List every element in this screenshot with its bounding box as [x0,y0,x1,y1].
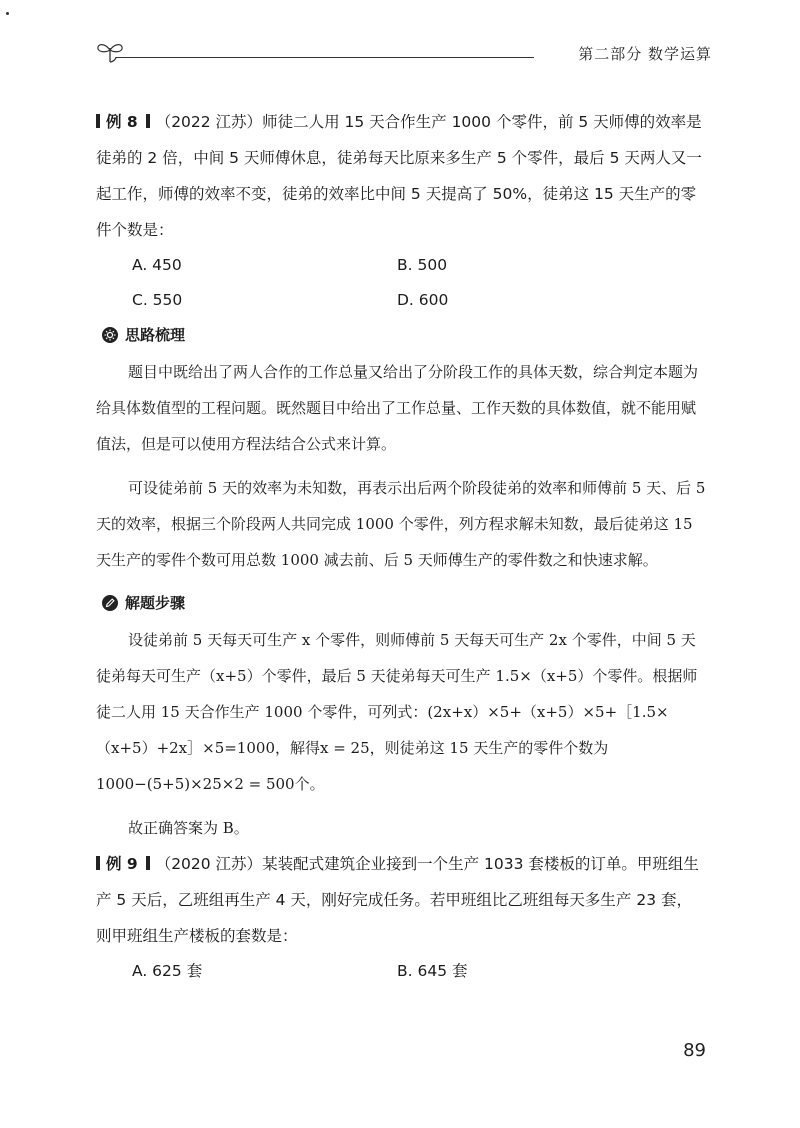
marker-bar [96,114,100,128]
option-c: C. 550 [132,291,183,309]
page-number: 89 [683,1040,706,1061]
example-9-question: 某装配式建筑企业接到一个生产 1033 套楼板的订单。甲班组生产 5 天后，乙班组再生产 4 天，刚好完成任务。若甲班组比乙班组每天多生产 23 套，则甲班组生产楼板的套数是： [96,855,699,945]
example-8-label: 例 8 [106,113,138,131]
option-b: B. 645 套 [397,962,468,980]
sun-icon [102,327,118,343]
analysis-title: 思路梳理 [125,326,186,344]
example-9 [96,846,706,954]
page-content [96,104,706,989]
analysis-heading [96,320,706,350]
example-8 [96,104,706,248]
example-9-options [96,954,692,989]
marker-bar [146,856,150,870]
option-a: A. 625 套 [132,962,203,980]
solution-answer: 故正确答案为 B。 [128,819,249,837]
example-8-options [96,248,692,318]
example-8-source: （2022 江苏） [155,113,263,131]
solution-title: 解题步骤 [125,594,186,612]
analysis-paragraph-1: 题目中既给出了两人合作的工作总量又给出了分阶段工作的具体天数，综合判定本题为给具体数值型的工程问题。既然题目中给出了工作总量、工作天数的具体数值，就不能用赋值法，但是可以使用方程法结合公式来计算。 [96,363,699,453]
pen-icon [102,595,118,611]
example-9-label: 例 9 [106,855,138,873]
option-a: A. 450 [132,256,182,274]
marker-bar [96,856,100,870]
solution-paragraph: 设徒弟前 5 天每天可生产 x 个零件，则师傅前 5 天每天可生产 2x 个零件，中间 5 天徒弟每天可生产（x+5）个零件，最后 5 天徒弟每天可生产 1.5×（x+5）个零件。根据师徒二人用 15 天合作生产 1000 个零件，可列式：(2x+x）×5+（x+5）×5+［1.5×（x+5）+2x］×5=1000，解得x = 25，则徒弟这 15 天生产的零件个数为 [96,631,698,757]
solution-heading [96,588,706,618]
option-d: D. 600 [397,291,449,309]
example-8-question: 师徒二人用 15 天合作生产 1000 个零件，前 5 天师傅的效率是徒弟的 2 倍，中间 5 天师傅休息，徒弟每天比原来多生产 5 个零件，最后 5 天两人又一起工作，师傅的效率不变，徒弟的效率比中间 5 天提高了 50%，徒弟这 15 天生产的零件个数是： [96,113,702,239]
marker-bar [146,114,150,128]
header-section-title: 第二部分 数学运算 [578,45,712,63]
example-9-source: （2020 江苏） [155,855,263,873]
sprout-icon [94,38,126,64]
solution-formula: 1000−(5+5)×25×2 = 500个。 [96,775,325,793]
analysis-paragraph-2: 可设徒弟前 5 天的效率为未知数，再表示出后两个阶段徒弟的效率和师傅前 5 天、后 5 天的效率，根据三个阶段两人共同完成 1000 个零件，列方程求解未知数，最后徒弟这 15 天生产的零件个数可用总数 1000 减去前、后 5 天师傅生产的零件数之和快速求解。 [96,479,706,569]
scan-speck [6,12,9,15]
header-rule [116,57,534,58]
option-b: B. 500 [397,256,448,274]
